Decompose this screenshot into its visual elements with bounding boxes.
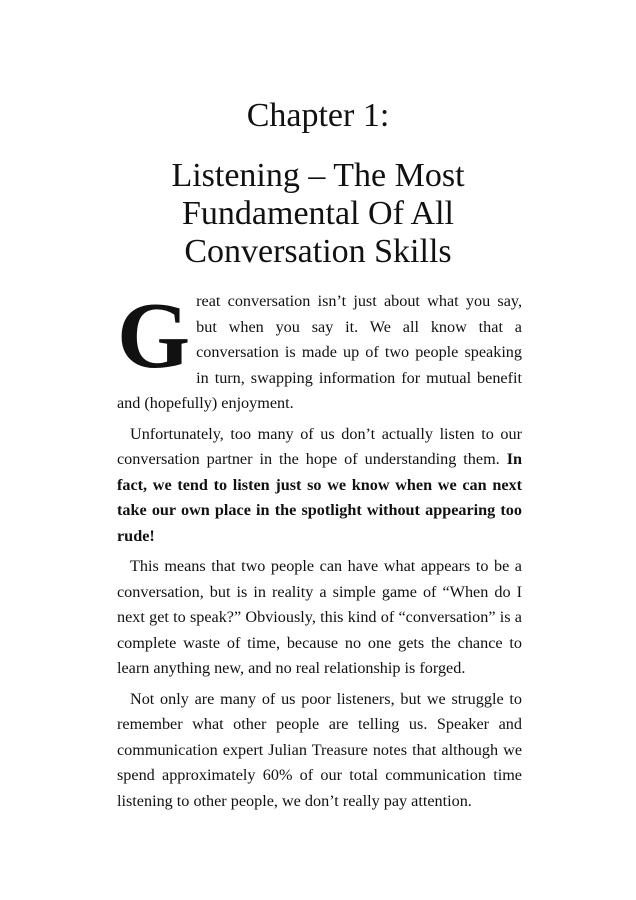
chapter-body bbox=[117, 284, 522, 819]
paragraph-4-text: Not only are many of us poor listeners, but we struggle to remember what other people are telling us. Speaker and communication expert Julian Treasure notes that although we spend approximately 60% of our total communication time listening to other people, we don’t really pay attention. bbox=[117, 689, 522, 810]
paragraph-2-text: Unfortunately, too many of us don’t actually listen to our conversation partner in the hope of understanding them. bbox=[117, 424, 522, 468]
paragraph-2 bbox=[117, 422, 522, 550]
paragraph-3-text: This means that two people can have what appears to be a conversation, but is in reality a simple game of “When do I next get to speak?” Obviously, this kind of “conversation” is a complete waste of time, because no one gets the chance to learn anything new, and no real relationship is forged. bbox=[117, 557, 522, 677]
paragraph-1-text: reat conversation isn’t just about what you say, but when you say it. We all know that a conversation is made up of two people speaking in turn, swapping information for mutual benefit and (hopefully) enjoyment. bbox=[117, 292, 522, 412]
paragraph-2-bold-text: In fact, we tend to listen just so we know when we can next take our own place in the spotlight without appearing too rude! bbox=[117, 450, 522, 545]
chapter-number: Chapter 1: bbox=[246, 97, 390, 134]
paragraph-3 bbox=[117, 554, 522, 682]
paragraph-1 bbox=[117, 284, 522, 417]
chapter-title-line: Conversation Skills bbox=[184, 233, 452, 270]
chapter-title-line: Listening – The Most bbox=[171, 157, 465, 194]
chapter-title-line: Fundamental Of All bbox=[182, 195, 454, 232]
chapter-title bbox=[140, 157, 496, 271]
drop-cap-letter: G bbox=[117, 284, 191, 388]
paragraph-4 bbox=[117, 687, 522, 815]
